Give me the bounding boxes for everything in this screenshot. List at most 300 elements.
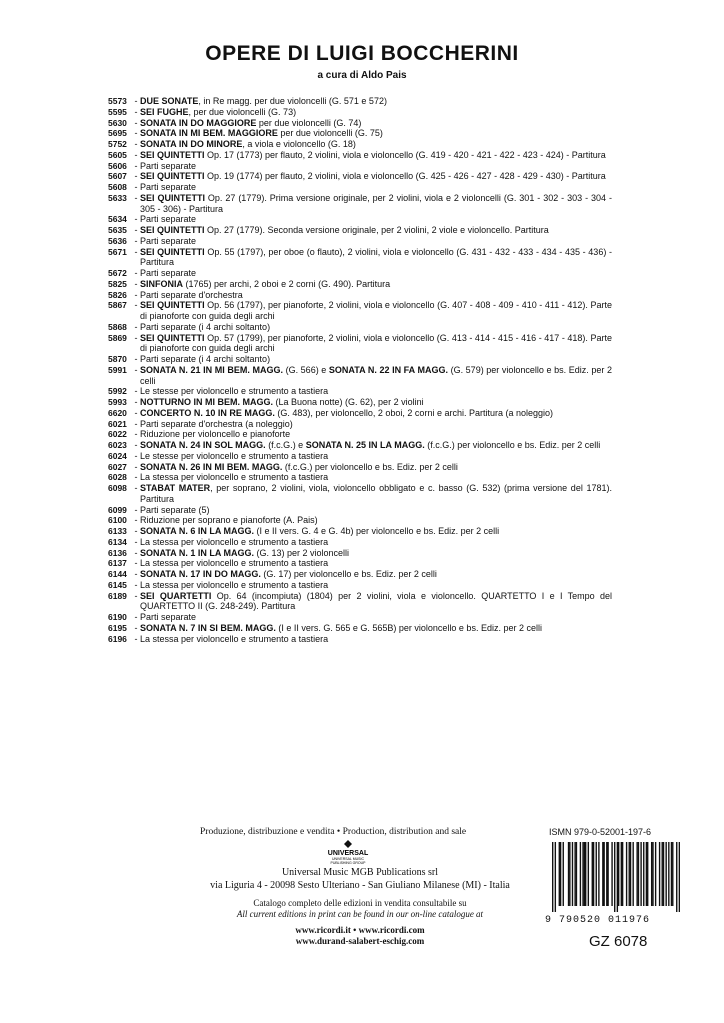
catalog-description [140, 429, 612, 440]
catalog-code: 5869 [108, 332, 127, 343]
barcode-bar [603, 842, 604, 906]
catalog-entry [108, 451, 612, 462]
work-details: , a viola e violoncello (G. 18) [242, 139, 356, 149]
catalog-code: 5672 [108, 268, 127, 278]
catalog-description [140, 96, 612, 107]
barcode-bar [672, 842, 673, 906]
catalog-entry [108, 408, 612, 419]
catalog-code: 5671 [108, 246, 127, 257]
barcode-bar [576, 842, 577, 906]
catalog-description [140, 118, 612, 129]
catalog-dash: - [134, 171, 138, 182]
catalog-entry [108, 612, 612, 623]
catalog-dash: - [134, 246, 138, 257]
work-title: SINFONIA [140, 278, 184, 289]
work-details: La stessa per violoncello e strumento a tastiera [140, 579, 329, 590]
work-details: (f.c.G.) per violoncello e bs. Ediz. per 2 celli [424, 440, 601, 450]
catalog-description [140, 333, 612, 355]
barcode-bar [640, 842, 641, 906]
barcode-bar [643, 842, 644, 906]
catalog-code: 5634 [108, 214, 127, 225]
catalog-code: 5826 [108, 289, 127, 300]
catalog-dash: - [134, 182, 138, 192]
catalog-code: 5870 [108, 354, 127, 364]
work-title: SONATA IN DO MINORE [140, 139, 243, 149]
barcode-bar [580, 842, 581, 906]
catalog-dash: - [134, 590, 138, 601]
work-details: Op. 64 (incompiuta) (1804) per 2 violini, viola e violoncello. QUARTETTO I e I Tempo del QUARTETTO II (G. 248-249). Partitura [140, 590, 612, 612]
work-details: (I e II vers. G. 4 e G. 4b) per violoncello e bs. Ediz. per 2 celli [254, 526, 500, 536]
catalog-code: 5607 [108, 171, 127, 182]
barcode-bar [552, 842, 553, 912]
catalog-dash: - [134, 235, 138, 246]
catalog-dash: - [134, 450, 138, 461]
catalog-code: 6021 [108, 418, 127, 429]
catalog-code: 5825 [108, 278, 127, 289]
barcode-bar [559, 842, 560, 906]
web-links [200, 925, 520, 947]
catalog-dash: - [134, 214, 138, 225]
catalog-entry [108, 483, 612, 505]
barcode-bar [621, 842, 622, 906]
catalog-entry [108, 236, 612, 247]
work-details: Op. 56 (1797), per pianoforte, 2 violini, viola e violoncello (G. 407 - 408 - 409 - 410 - 411 - 412). Parte di pianoforte con guida degli archi [140, 300, 612, 321]
work-details: Parti separate [140, 214, 197, 225]
link-durand[interactable]: www.durand-salabert-eschig.com [295, 936, 425, 946]
barcode-bar [665, 842, 666, 906]
barcode-bar [607, 842, 608, 906]
barcode-bar [585, 842, 586, 906]
catalog-entry [108, 537, 612, 548]
barcode-bar [593, 842, 594, 906]
catalog-entry [108, 515, 612, 526]
catalog-dash: - [134, 536, 138, 547]
work-details: , in Re magg. per due violoncelli (G. 571 e 572) [198, 96, 387, 106]
work-title: SONATA N. 6 IN LA MAGG. [140, 526, 254, 536]
barcode-icon [552, 842, 680, 912]
work-details: La stessa per violoncello e strumento a tastiera [140, 558, 329, 569]
catalog-code: 5636 [108, 235, 127, 246]
catalog-dash: - [134, 321, 138, 332]
work-title: SONATA N. 22 IN FA MAGG. [328, 364, 448, 375]
work-details: (I e II vers. G. 565 e G. 565B) per violoncello e bs. Ediz. per 2 celli [275, 622, 542, 633]
logo-sub-text-1: UNIVERSAL MUSIC [332, 857, 364, 861]
work-title: SONATA N. 17 IN DO MAGG. [140, 569, 261, 579]
catalog-note-it: Catalogo completo delle edizioni in vendita consultabile su [253, 898, 467, 908]
catalog-description [140, 483, 612, 505]
work-title: SONATA N. 24 IN SOL MAGG. [140, 440, 266, 450]
work-title: SEI QUINTETTI [140, 332, 205, 343]
work-details: Parti separate [140, 612, 197, 622]
work-details: (f.c.G.) e [265, 440, 306, 450]
catalog-dash: - [134, 558, 138, 569]
catalog-description [140, 634, 612, 645]
catalog-description [140, 107, 612, 118]
catalog-dash: - [134, 515, 138, 526]
catalog-description [140, 171, 612, 182]
catalog-code: 5992 [108, 386, 127, 397]
barcode-bar [622, 842, 623, 906]
catalog-dash: - [134, 354, 138, 364]
catalog-description [140, 128, 612, 139]
catalog-code: 5991 [108, 364, 127, 375]
barcode-bar [636, 842, 637, 906]
catalog-note [200, 898, 520, 920]
catalog-code: 5993 [108, 397, 127, 407]
work-details: La stessa per violoncello e strumento a tastiera [140, 536, 329, 547]
catalog-code: 6133 [108, 526, 127, 536]
work-details: Riduzione per soprano e pianoforte (A. Pais) [140, 515, 318, 526]
catalog-description [140, 322, 612, 333]
catalog-code: 5868 [108, 321, 127, 332]
catalog-code: 5605 [108, 149, 127, 160]
link-separator: • [353, 925, 357, 935]
catalog-entry [108, 569, 612, 580]
catalog-entry [108, 386, 612, 397]
work-details: (G. 579) per violoncello e bs. Ediz. per 2 celli [140, 364, 612, 386]
catalog-note-en: All current editions in print can be found in our on-line catalogue at [236, 909, 484, 919]
barcode-bar [618, 842, 619, 906]
catalog-code: 6144 [108, 569, 127, 579]
barcode-bar [662, 842, 663, 906]
catalog-entry [108, 505, 612, 516]
barcode-bar [655, 842, 656, 906]
catalog-code: 6098 [108, 483, 127, 493]
catalog-description [140, 515, 612, 526]
link-ricordi-com[interactable]: www.ricordi.com [358, 925, 425, 935]
catalog-code: 6023 [108, 440, 127, 450]
catalog-dash: - [134, 526, 138, 536]
barcode-bar [663, 842, 664, 906]
catalog-description [140, 569, 612, 580]
barcode-bar [630, 842, 631, 906]
catalog-entry [108, 548, 612, 559]
work-details: Op. 27 (1779). Seconda versione originale, per 2 violini, 2 viole e violoncello. Partitura [204, 225, 549, 235]
barcode-bar [626, 842, 627, 906]
barcode-bar [638, 842, 639, 906]
catalog-description [140, 526, 612, 537]
distribution-note: Produzione, distribuzione e vendita • Production, distribution and sale [200, 827, 467, 837]
logo-sub-text-2: PUBLISHING GROUP [330, 861, 366, 865]
catalog-dash: - [134, 268, 138, 278]
barcode-bar [646, 842, 647, 906]
catalog-dash: - [134, 364, 138, 375]
catalog-code: 5595 [108, 106, 127, 117]
catalog-dash: - [134, 139, 138, 149]
catalog-entry [108, 247, 612, 269]
barcode-bar [602, 842, 603, 906]
barcode-bar [568, 842, 569, 906]
ismn-code: ISMN 979-0-52001-197-6 [549, 827, 652, 837]
work-details: Parti separate (5) [140, 504, 210, 515]
barcode-bar [617, 842, 618, 912]
barcode-bar [560, 842, 561, 906]
catalog-entry [108, 623, 612, 634]
catalog-code: 5752 [108, 139, 127, 149]
barcode-bar [563, 842, 564, 906]
catalog-dash: - [134, 117, 138, 128]
catalog-code: 6134 [108, 536, 127, 547]
catalog-description [140, 150, 612, 161]
work-details: (G. 483), per violoncello, 2 oboi, 2 corni e archi. Partitura (a noleggio) [274, 407, 554, 418]
publisher-address: via Liguria 4 - 20098 Sesto Ulteriano - San Giuliano Milanese (MI) - Italia [210, 880, 510, 891]
work-title: SONATA N. 26 IN MI BEM. MAGG. [140, 461, 283, 472]
catalog-description [140, 268, 612, 279]
work-title: SONATA N. 7 IN SI BEM. MAGG. [140, 622, 276, 633]
catalog-description [140, 558, 612, 569]
work-details: Le stesse per violoncello e strumento a tastiera [140, 450, 329, 461]
work-details: Riduzione per violoncello e pianoforte [140, 429, 291, 440]
barcode-bar [606, 842, 607, 906]
catalog-description [140, 139, 612, 150]
catalog-description [140, 279, 612, 290]
barcode-bar [588, 842, 589, 906]
barcode-bar [668, 842, 669, 906]
work-details: Parti separate [140, 268, 197, 278]
catalog-description [140, 214, 612, 225]
barcode-bar [598, 842, 599, 906]
work-details: (G. 17) per violoncello e bs. Ediz. per 2 celli [260, 569, 437, 579]
work-title: SEI FUGHE [140, 106, 189, 117]
catalog-code: 6028 [108, 472, 127, 483]
catalog-description [140, 472, 612, 483]
barcode-bar [592, 842, 593, 906]
catalog-entry [108, 225, 612, 236]
work-details: (La Buona notte) (G. 62), per 2 violini [273, 397, 424, 407]
catalog-description [140, 354, 612, 365]
catalog-description [140, 548, 612, 559]
catalog-description [140, 161, 612, 172]
catalog-entry [108, 634, 612, 645]
catalog-entry [108, 419, 612, 430]
catalog-dash: - [134, 418, 138, 429]
catalog-description [140, 300, 612, 322]
work-title: SEI QUINTETTI [140, 300, 205, 311]
catalog-dash: - [134, 407, 138, 418]
barcode-bar [569, 842, 570, 906]
catalog-dash: - [134, 386, 138, 397]
catalog-entry [108, 354, 612, 365]
catalog-description [140, 193, 612, 215]
catalog-code: 6195 [108, 622, 127, 633]
catalog-dash: - [134, 569, 138, 579]
catalog-code: 5695 [108, 128, 127, 139]
barcode-number: 9 790520 011976 [545, 915, 651, 926]
catalog-dash: - [134, 332, 138, 343]
catalog-entry [108, 300, 612, 322]
catalog-description [140, 365, 612, 387]
work-details: Parti separate (i 4 archi soltanto) [140, 321, 271, 332]
catalog-entry [108, 118, 612, 129]
work-title: SEI QUINTETTI [140, 149, 205, 160]
work-details: Parti separate [140, 182, 197, 192]
catalog-dash: - [134, 633, 138, 644]
work-title: STABAT MATER [140, 483, 211, 493]
catalog-description [140, 247, 612, 269]
catalog-description [140, 537, 612, 548]
catalog-entry [108, 322, 612, 333]
catalog-code: 6024 [108, 450, 127, 461]
catalog-code: 5867 [108, 300, 127, 311]
barcode-bar [659, 842, 660, 906]
catalog-code: 6027 [108, 461, 127, 472]
catalog-dash: - [134, 612, 138, 622]
catalog-code: 5635 [108, 225, 127, 235]
catalog-dash: - [134, 472, 138, 483]
catalog-code: 5633 [108, 192, 127, 203]
catalog-description [140, 580, 612, 591]
catalog-description [140, 623, 612, 634]
catalog-code: 6136 [108, 547, 127, 558]
work-details: Parti separate d'orchestra [140, 289, 243, 300]
barcode-bar [652, 842, 653, 906]
catalog-dash: - [134, 622, 138, 633]
catalog-dash: - [134, 483, 138, 493]
catalog-code: 6022 [108, 429, 127, 440]
catalog-entry [108, 128, 612, 139]
catalog-code: 6189 [108, 590, 127, 601]
catalog-dash: - [134, 547, 138, 558]
catalog-entry [108, 290, 612, 301]
catalog-entry [108, 440, 612, 451]
edition-number: GZ 6078 [589, 933, 648, 950]
catalog-dash: - [134, 192, 138, 203]
catalog-entry [108, 397, 612, 408]
catalog-description [140, 290, 612, 301]
catalog-entry [108, 429, 612, 440]
catalog-dash: - [134, 440, 138, 450]
catalog-description [140, 386, 612, 397]
work-details: La stessa per violoncello e strumento a tastiera [140, 633, 329, 644]
editor-credit: a cura di Aldo Pais [317, 70, 407, 81]
work-details: , per soprano, 2 violini, viola, violoncello obbligato e c. basso (G. 532) (prima versione del 1781). Partitura [140, 483, 612, 504]
catalog-dash: - [134, 461, 138, 472]
catalog-entry [108, 161, 612, 172]
catalog-entry [108, 139, 612, 150]
catalog-description [140, 440, 612, 451]
catalog-dash: - [134, 289, 138, 300]
catalog-entry [108, 591, 612, 613]
catalog-code: 6099 [108, 504, 127, 515]
catalog-list [108, 96, 612, 644]
catalog-code: 6196 [108, 633, 127, 644]
catalog-dash: - [134, 160, 138, 171]
catalog-description [140, 505, 612, 516]
work-title: SONATA IN DO MAGGIORE [140, 117, 257, 128]
catalog-entry [108, 96, 612, 107]
barcode-bar [574, 842, 575, 906]
work-details: per due violoncelli (G. 74) [256, 117, 362, 128]
work-details: Op. 57 (1799), per pianoforte, 2 violini, viola e violoncello (G. 413 - 414 - 415 - 416 - 417 - 418). Parte di pianoforte con guida degli archi [140, 332, 612, 354]
work-details: Op. 55 (1797), per oboe (o flauto), 2 violini, viola e violoncello (G. 431 - 432 - 433 - 434 - 435 - 436) - Partitura [140, 246, 612, 268]
catalog-dash: - [134, 225, 138, 235]
universal-logo [318, 838, 378, 866]
catalog-entry [108, 171, 612, 182]
work-details: Parti separate [140, 235, 197, 246]
catalog-code: 5606 [108, 160, 127, 171]
barcode-bar [679, 842, 680, 912]
work-details: Parti separate (i 4 archi soltanto) [140, 354, 271, 364]
catalog-entry [108, 333, 612, 355]
publisher-block [200, 866, 520, 892]
barcode-bar [647, 842, 648, 906]
barcode-bar [582, 842, 583, 906]
catalog-code: 5608 [108, 182, 127, 192]
work-details: (f.c.G.) per violoncello e bs. Ediz. per 2 celli [282, 461, 458, 472]
catalog-dash: - [134, 397, 138, 407]
work-details: Le stesse per violoncello e strumento a tastiera [140, 386, 329, 397]
catalog-entry [108, 462, 612, 473]
publisher-name: Universal Music MGB Publications srl [281, 867, 439, 878]
barcode-bar [614, 842, 615, 912]
barcode-bar [671, 842, 672, 906]
catalog-dash: - [134, 149, 138, 160]
catalog-dash: - [134, 504, 138, 515]
work-title: NOTTURNO IN MI BEM. MAGG. [140, 397, 273, 407]
catalog-dash: - [134, 300, 138, 311]
work-details: Op. 27 (1779). Prima versione originale, per 2 violini, viola e 2 violoncelli (G. 301 - 302 - 303 - 304 - 305 - 306) - Partitura [140, 192, 612, 214]
catalog-description [140, 408, 612, 419]
catalog-entry [108, 268, 612, 279]
work-title: SEI QUINTETTI [140, 246, 205, 257]
work-details: La stessa per violoncello e strumento a tastiera [140, 472, 329, 483]
catalog-entry [108, 580, 612, 591]
catalog-dash: - [134, 106, 138, 117]
catalog-code: 6620 [108, 407, 127, 418]
logo-globe-icon [344, 840, 352, 848]
work-details: Op. 19 (1774) per flauto, 2 violini, viola e violoncello (G. 425 - 426 - 427 - 428 - 429 - 430) - Partitura [204, 171, 606, 182]
work-details: Op. 17 (1773) per flauto, 2 violini, viola e violoncello (G. 419 - 420 - 421 - 422 - 423 - 424) - Partitura [204, 149, 606, 160]
catalog-code: 5573 [108, 96, 127, 106]
link-ricordi-it[interactable]: www.ricordi.it [295, 925, 351, 935]
work-title: SEI QUARTETTI [140, 590, 212, 601]
logo-main-text: UNIVERSAL [327, 850, 369, 857]
barcode-bar [629, 842, 630, 906]
barcode-bar [676, 842, 677, 912]
barcode-bar [584, 842, 585, 906]
catalog-description [140, 612, 612, 623]
barcode-bar [596, 842, 597, 906]
barcode-bar [651, 842, 652, 906]
catalog-entry [108, 365, 612, 387]
catalog-description [140, 419, 612, 430]
work-title: SEI QUINTETTI [140, 171, 205, 182]
catalog-entry [108, 472, 612, 483]
catalog-dash: - [134, 96, 138, 106]
work-title: SONATA N. 25 IN LA MAGG. [305, 440, 425, 450]
catalog-entry [108, 193, 612, 215]
catalog-code: 6190 [108, 612, 127, 622]
catalog-code: 5630 [108, 117, 127, 128]
work-details: (G. 566) e [282, 364, 329, 375]
catalog-description [140, 397, 612, 408]
barcode-bar [632, 842, 633, 906]
catalog-entry [108, 526, 612, 537]
catalog-description [140, 182, 612, 193]
catalog-dash: - [134, 429, 138, 440]
work-details: , per due violoncelli (G. 73) [188, 106, 297, 117]
catalog-description [140, 225, 612, 236]
catalog-dash: - [134, 278, 138, 289]
catalog-entry [108, 182, 612, 193]
work-title: DUE SONATE [140, 96, 199, 106]
page-title: OPERE DI LUIGI BOCCHERINI [205, 42, 519, 65]
work-title: SEI QUINTETTI [140, 192, 205, 203]
work-title: SEI QUINTETTI [140, 225, 205, 235]
catalog-description [140, 236, 612, 247]
catalog-entry [108, 150, 612, 161]
work-title: CONCERTO N. 10 IN RE MAGG. [140, 407, 275, 418]
